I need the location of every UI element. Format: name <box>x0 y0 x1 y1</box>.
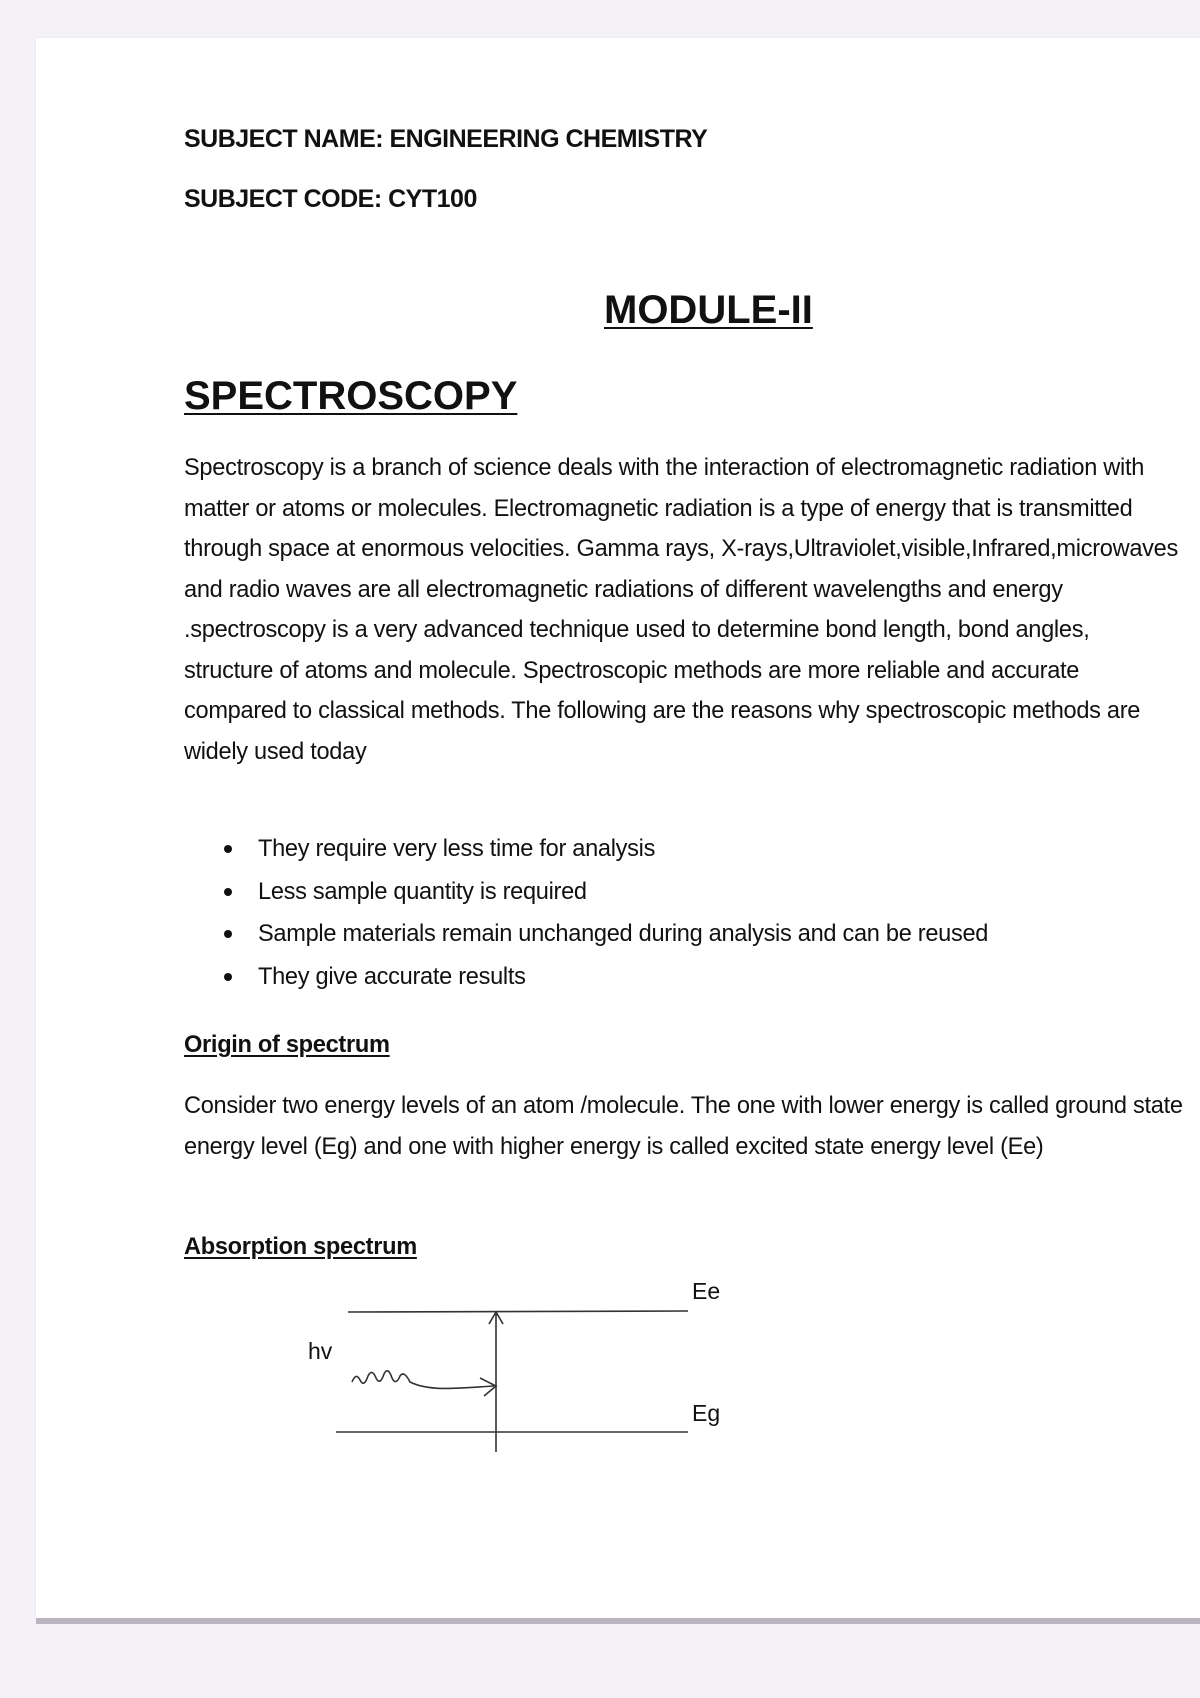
document-page <box>36 38 1200 1618</box>
absorption-heading: Absorption spectrum <box>184 1234 417 1260</box>
list-item-text: Sample materials remain unchanged during analysis and can be reused <box>258 921 989 947</box>
absorption-diagram <box>270 1278 740 1498</box>
intro-paragraph: Spectroscopy is a branch of science deals with the interaction of electromagnetic radiation with matter or atoms or molecules. Electromagnetic radiation is a type of energy that is transmitted through space at enormous velocities. Gamma rays, X-rays,Ultraviolet,visible,Infrared,microwaves and radio waves are all electromagnetic radiations of different wavelengths and energy .spectroscopy is a very advanced technique used to determine bond length, bond angles, structure of atoms and molecule. Spectroscopic methods are more reliable and accurate compared to classical methods. The following are the reasons why spectroscopic methods are widely used today <box>184 455 1178 765</box>
origin-paragraph: Consider two energy levels of an atom /molecule. The one with lower energy is called ground state energy level (Eg) and one with higher energy is called excited state energy level (Ee) <box>184 1093 1183 1160</box>
list-item <box>184 828 988 871</box>
page-content <box>184 124 1184 1260</box>
energy-level-sketch <box>270 1278 740 1498</box>
list-item <box>184 956 988 999</box>
excited-level-line <box>348 1311 688 1312</box>
origin-heading: Origin of spectrum <box>184 1032 390 1058</box>
bullet-icon <box>224 973 232 981</box>
ground-level-label: Eg <box>692 1400 721 1426</box>
bullet-icon <box>224 845 232 853</box>
list-item-text: They give accurate results <box>258 963 526 990</box>
list-item-text: Less sample quantity is required <box>258 878 587 905</box>
photon-wave <box>352 1371 494 1389</box>
bullet-icon <box>224 888 232 896</box>
subject-code: SUBJECT CODE: CYT100 <box>184 185 477 213</box>
excited-level-label: Ee <box>692 1278 721 1304</box>
module-title: MODULE-II <box>604 288 813 332</box>
list-item <box>184 871 988 914</box>
section-title: SPECTROSCOPY <box>184 374 518 418</box>
list-item-text: They require very less time for analysis <box>258 836 656 862</box>
subject-name: SUBJECT NAME: ENGINEERING CHEMISTRY <box>184 125 708 153</box>
page-divider <box>36 1618 1200 1624</box>
reasons-list <box>184 828 988 998</box>
list-item <box>184 913 988 956</box>
bullet-icon <box>224 930 232 938</box>
photon-label: hv <box>308 1338 333 1364</box>
